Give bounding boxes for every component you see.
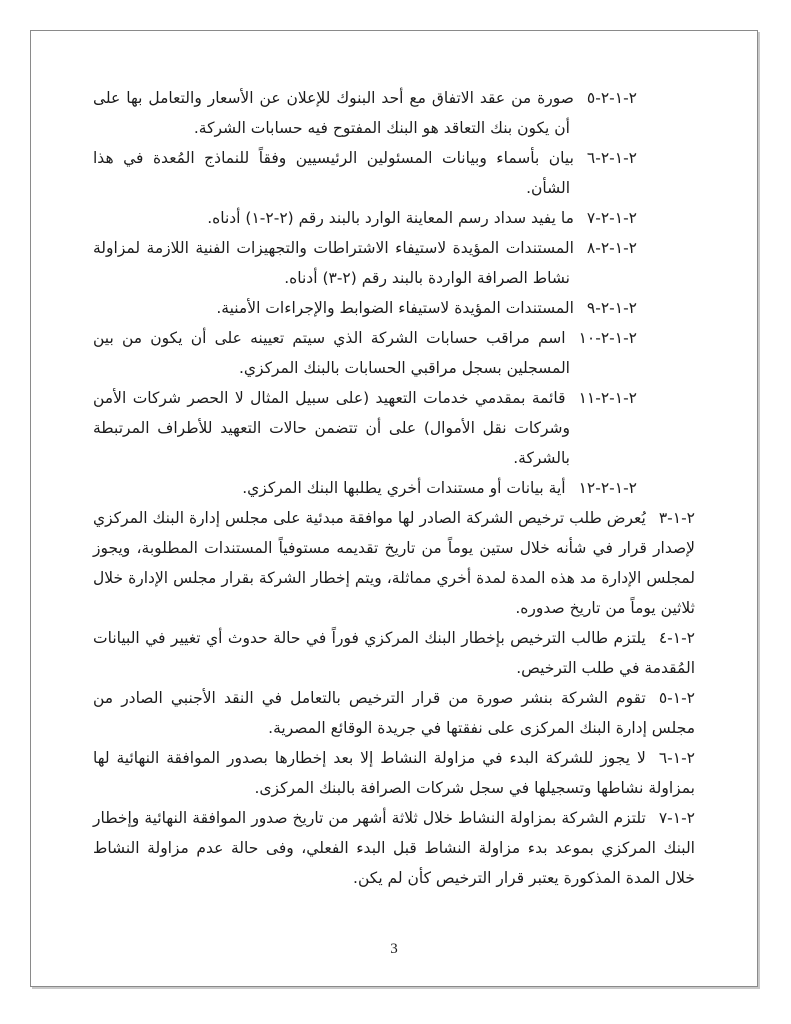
clause-number: ٢-١-٢-٦: [586, 149, 637, 167]
list-item: [93, 623, 695, 683]
list-item: [93, 293, 695, 323]
list-item: [93, 683, 695, 743]
clause-number: ٢-١-٢-٩: [586, 299, 637, 317]
clause-number: ٢-١-٥: [658, 689, 695, 707]
clause-number: ٢-١-٧: [658, 809, 695, 827]
clause-number: ٢-١-٢-٨: [586, 239, 637, 257]
list-item: [93, 323, 695, 383]
clause-text: المستندات المؤيدة لاستيفاء الضوابط والإجراءات الأمنية.: [216, 299, 574, 317]
clause-number: ٢-١-٣: [658, 509, 695, 527]
clause-text: صورة من عقد الاتفاق مع أحد البنوك للإعلان عن الأسعار والتعامل بها على أن يكون بنك التعاقد هو البنك المفتوح فيه حسابات الشركة.: [93, 89, 574, 137]
page-border: [30, 30, 758, 987]
clause-text: تلتزم الشركة بمزاولة النشاط خلال ثلاثة أشهر من تاريخ صدور الموافقة النهائية وإخطار البنك المركزي بموعد بدء مزاولة النشاط قبل البدء الفعلي، وفى حالة عدم مزاولة النشاط خلال المدة المذكورة يعتبر قرار الترخيص كأن لم يكن.: [93, 809, 695, 887]
clause-number: ٢-١-٦: [658, 749, 695, 767]
clause-text: يلتزم طالب الترخيص بإخطار البنك المركزي فوراً في حالة حدوث أي تغيير في البيانات المُقدمة في طلب الترخيص.: [93, 629, 695, 677]
list-item: [93, 503, 695, 623]
clause-text: المستندات المؤيدة لاستيفاء الاشتراطات والتجهيزات الفنية اللازمة لمزاولة نشاط الصرافة الواردة بالبند رقم (٢-٣) أدناه.: [93, 239, 574, 287]
list-item: [93, 143, 695, 203]
clause-text: أية بيانات أو مستندات أخري يطلبها البنك المركزي.: [242, 479, 566, 497]
list-item: [93, 233, 695, 293]
clause-text: ما يفيد سداد رسم المعاينة الوارد بالبند رقم (٢-٢-١) أدناه.: [207, 209, 574, 227]
list-item: [93, 473, 695, 503]
clause-text: اسم مراقب حسابات الشركة الذي سيتم تعيينه على أن يكون من بين المسجلين بسجل مراقبي الحسابات بالبنك المركزي.: [93, 329, 570, 377]
list-item: [93, 203, 695, 233]
page-number: 3: [390, 941, 398, 957]
clause-number: ٢-١-٢-١١: [578, 389, 637, 407]
clause-number: ٢-١-٢-٥: [586, 89, 637, 107]
clause-number: ٢-١-٢-١٠: [578, 329, 637, 347]
clause-number: ٢-١-٢-٧: [586, 209, 637, 227]
clause-number: ٢-١-٢-١٢: [578, 479, 637, 497]
clause-text: يُعرض طلب ترخيص الشركة الصادر لها موافقة مبدئية على مجلس إدارة البنك المركزي لإصدار قرار في شأنه خلال ستين يوماً من تاريخ تقديمه مستوفياً المستندات المطلوبة، ويجوز لمجلس الإدارة مد هذه المدة لمدة أخري مماثلة، ويتم إخطار الشركة بقرار مجلس الإدارة خلال ثلاثين يوماً من تاريخ صدوره.: [93, 509, 695, 617]
list-item: [93, 803, 695, 893]
document-body: [93, 83, 695, 893]
list-item: [93, 383, 695, 473]
clause-text: تقوم الشركة بنشر صورة من قرار الترخيص بالتعامل في النقد الأجنبي الصادر من مجلس إدارة البنك المركزى على نفقتها في جريدة الوقائع المصرية.: [93, 689, 695, 737]
clause-text: لا يجوز للشركة البدء في مزاولة النشاط إلا بعد إخطارها بصدور الموافقة النهائية لها بمزاولة نشاطها وتسجيلها في سجل شركات الصرافة بالبنك المركزى.: [93, 749, 695, 797]
list-item: [93, 83, 695, 143]
clause-number: ٢-١-٤: [658, 629, 695, 647]
list-item: [93, 743, 695, 803]
clause-text: قائمة بمقدمي خدمات التعهيد (على سبيل المثال لا الحصر شركات الأمن وشركات نقل الأموال) على أن تتضمن حالات التعهيد للأطراف المرتبطة بالشركة.: [93, 389, 570, 467]
clause-text: بيان بأسماء وبيانات المسئولين الرئيسيين وفقاً للنماذج المُعدة في هذا الشأن.: [93, 149, 574, 197]
